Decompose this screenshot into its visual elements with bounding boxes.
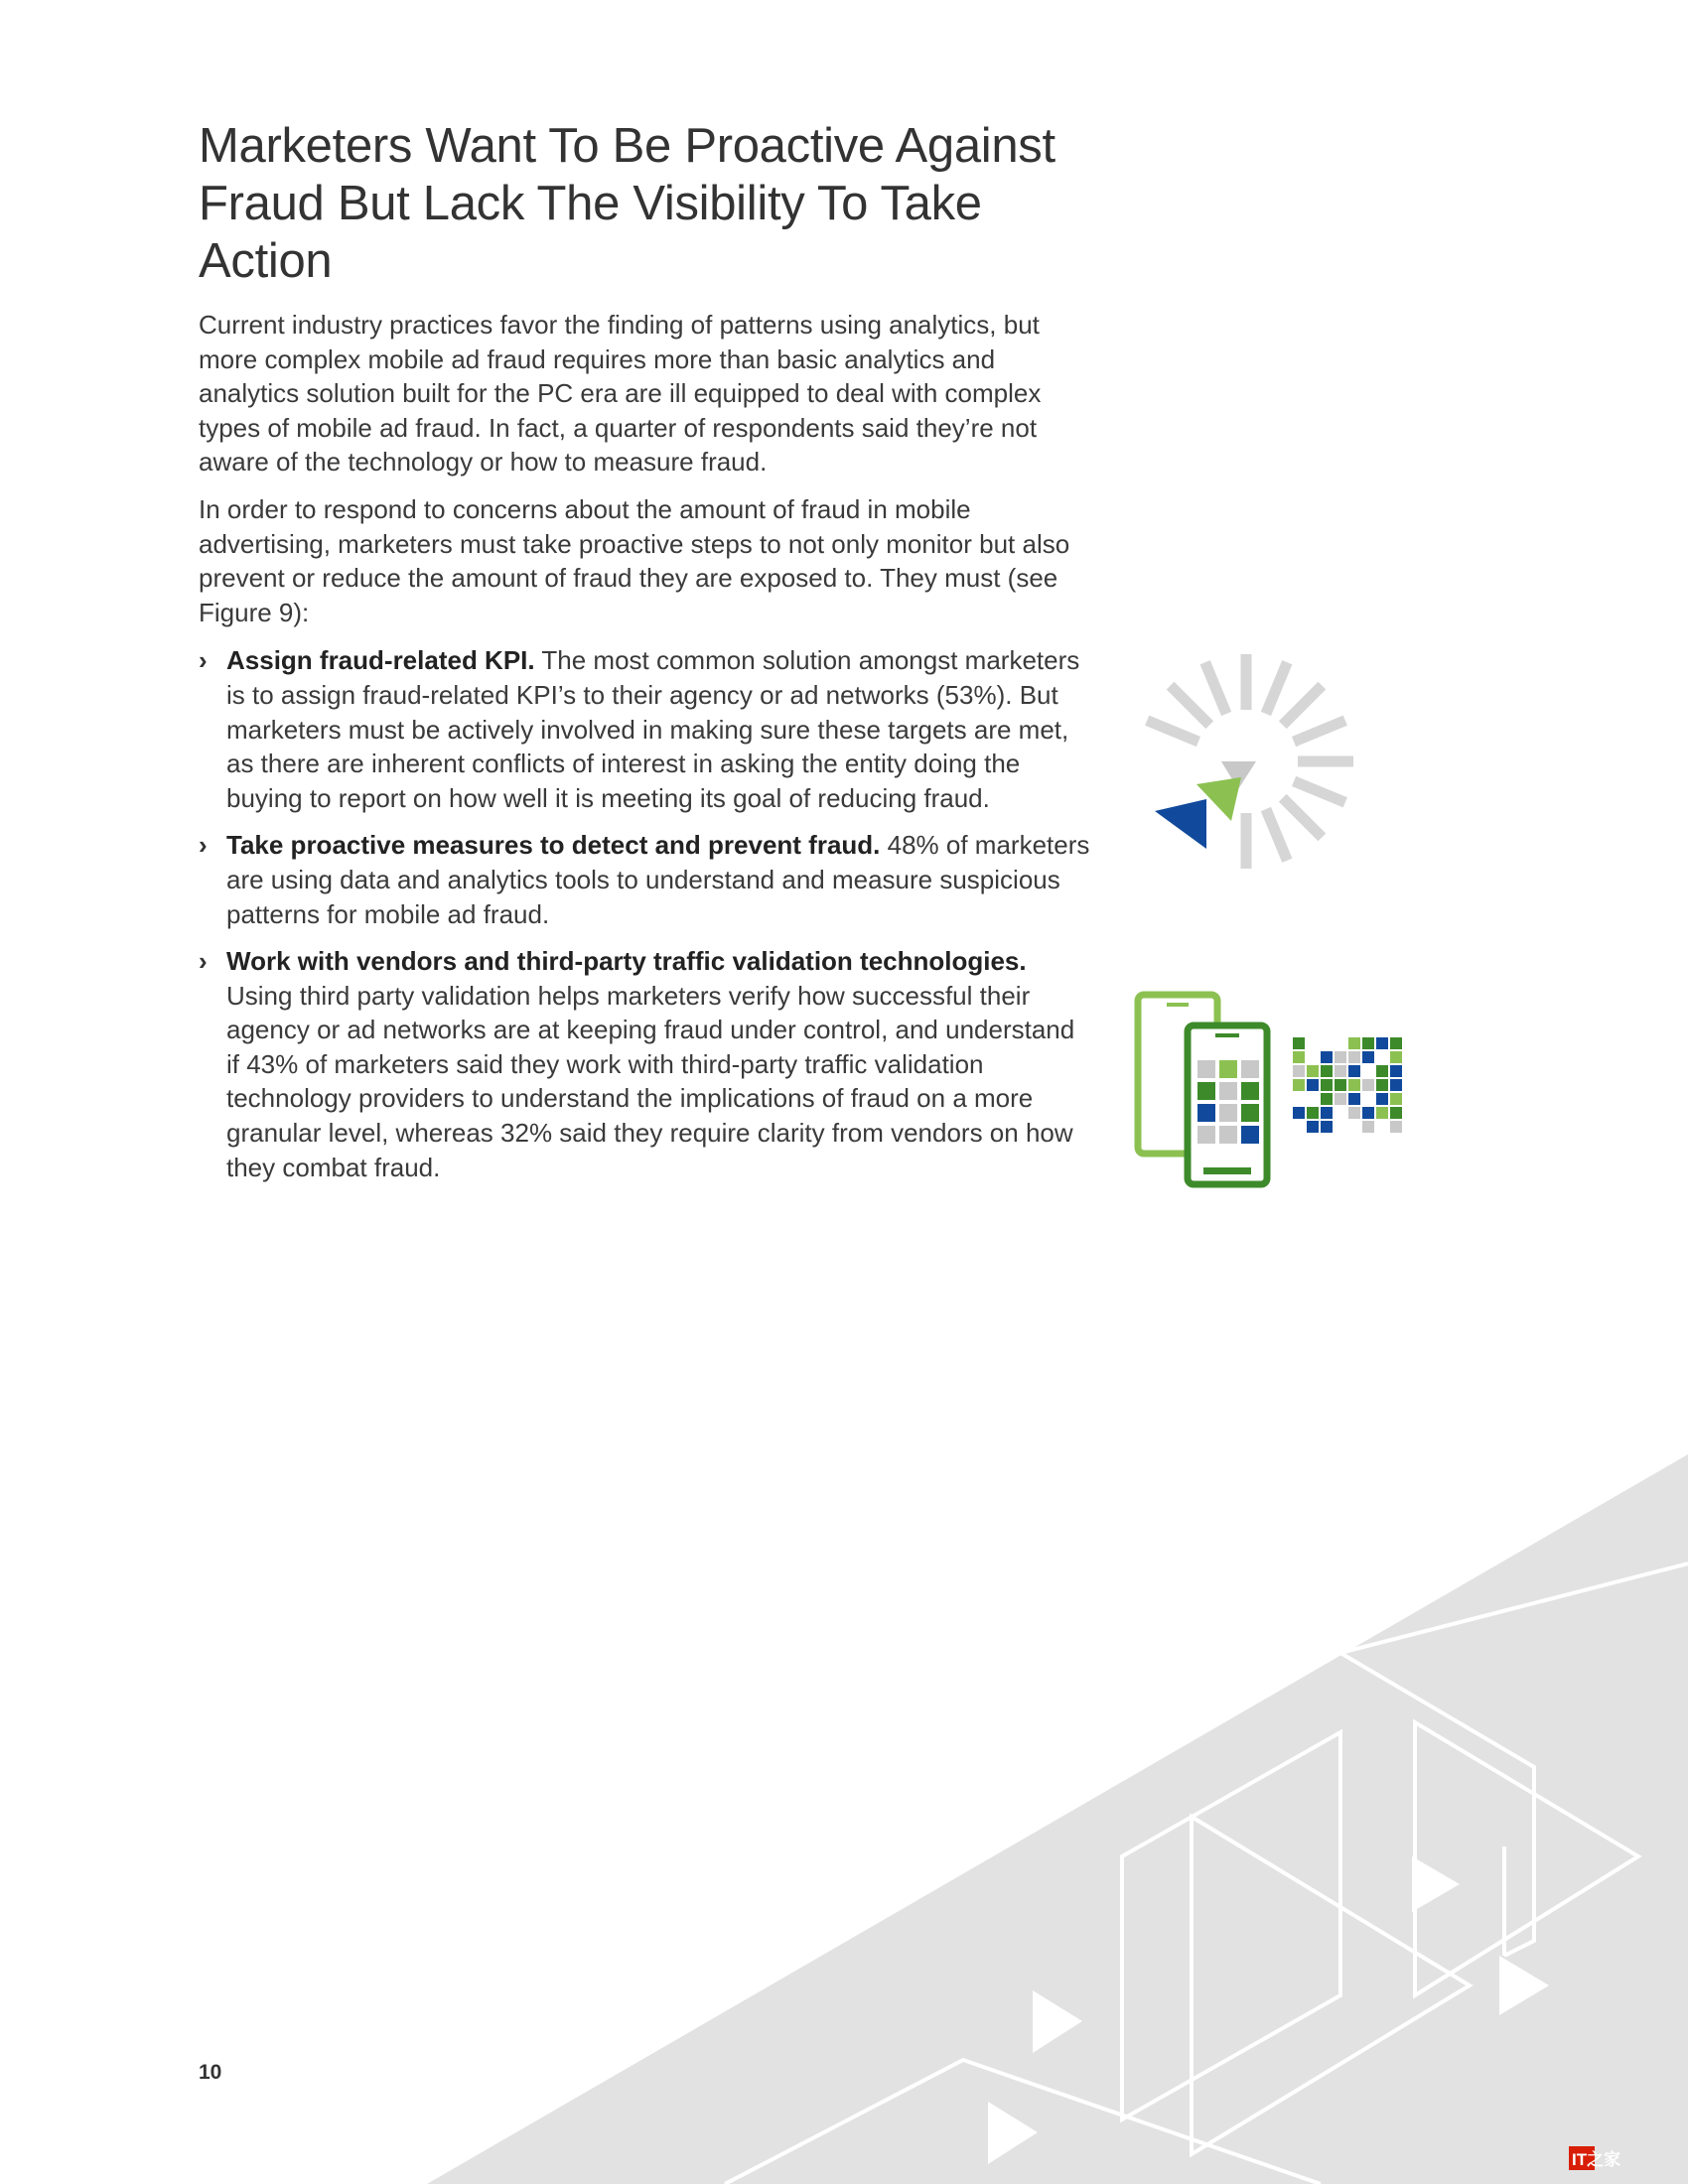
list-item-lead: Work with vendors and third-party traffic validation technologies. (226, 946, 1027, 977)
loading-spinner-icon (1127, 650, 1365, 888)
page-number: 10 (199, 2061, 222, 2084)
list-item (199, 828, 1092, 931)
mobile-phones-data-grid-icon (1132, 991, 1410, 1194)
chevron-right-icon: › (199, 645, 208, 676)
list-item-lead: Assign fraud-related KPI. (226, 645, 535, 676)
chevron-right-icon: › (199, 830, 208, 861)
response-paragraph: In order to respond to concerns about the amount of fraud in mobile advertising, marketers must take proactive steps to not only monitor but also prevent or reduce the amount of fraud they are exposed to. They must (see Figure 9): (199, 493, 1070, 627)
main-content (199, 117, 1092, 1197)
chevron-right-icon: › (199, 946, 208, 977)
list-item (199, 944, 1092, 1184)
watermark-logo (1569, 2142, 1678, 2174)
list-item (199, 643, 1092, 815)
list-item-text: The most common solution amongst marketers is to assign fraud-related KPI’s to their agency or ad networks (53%). But marketers must be actively involved in making sure these targets are met, as there are inherent conflicts of interest in asking the entity doing the buying to report on how well it is meeting its goal of reducing fraud. (226, 645, 1080, 813)
page-title: Marketers Want To Be Proactive Against Fraud But Lack The Visibility To Take Action (199, 119, 1055, 288)
list-item-text: Using third party validation helps marketers verify how successful their agency or ad networks are at keeping fraud under control, and understand if 43% of marketers said they work with third-party traffic validation technology providers to understand the implications of fraud on a more granular level, whereas 32% said they require clarity from vendors on how they combat fraud. (226, 980, 1075, 1182)
list-item-text: 48% of marketers are using data and analytics tools to understand and measure suspicious patterns for mobile ad fraud. (226, 830, 1090, 929)
watermark-text: IT之家 (1572, 2150, 1621, 2169)
intro-paragraph: Current industry practices favor the finding of patterns using analytics, but more complex mobile ad fraud requires more than basic analytics and analytics solution built for the PC era are ill equipped to deal with complex types of mobile ad fraud. In fact, a quarter of respondents said they’re not aware of the technology or how to measure fraud. (199, 310, 1042, 478)
list-item-lead: Take proactive measures to detect and prevent fraud. (226, 830, 881, 861)
recommendation-list (199, 643, 1092, 1184)
